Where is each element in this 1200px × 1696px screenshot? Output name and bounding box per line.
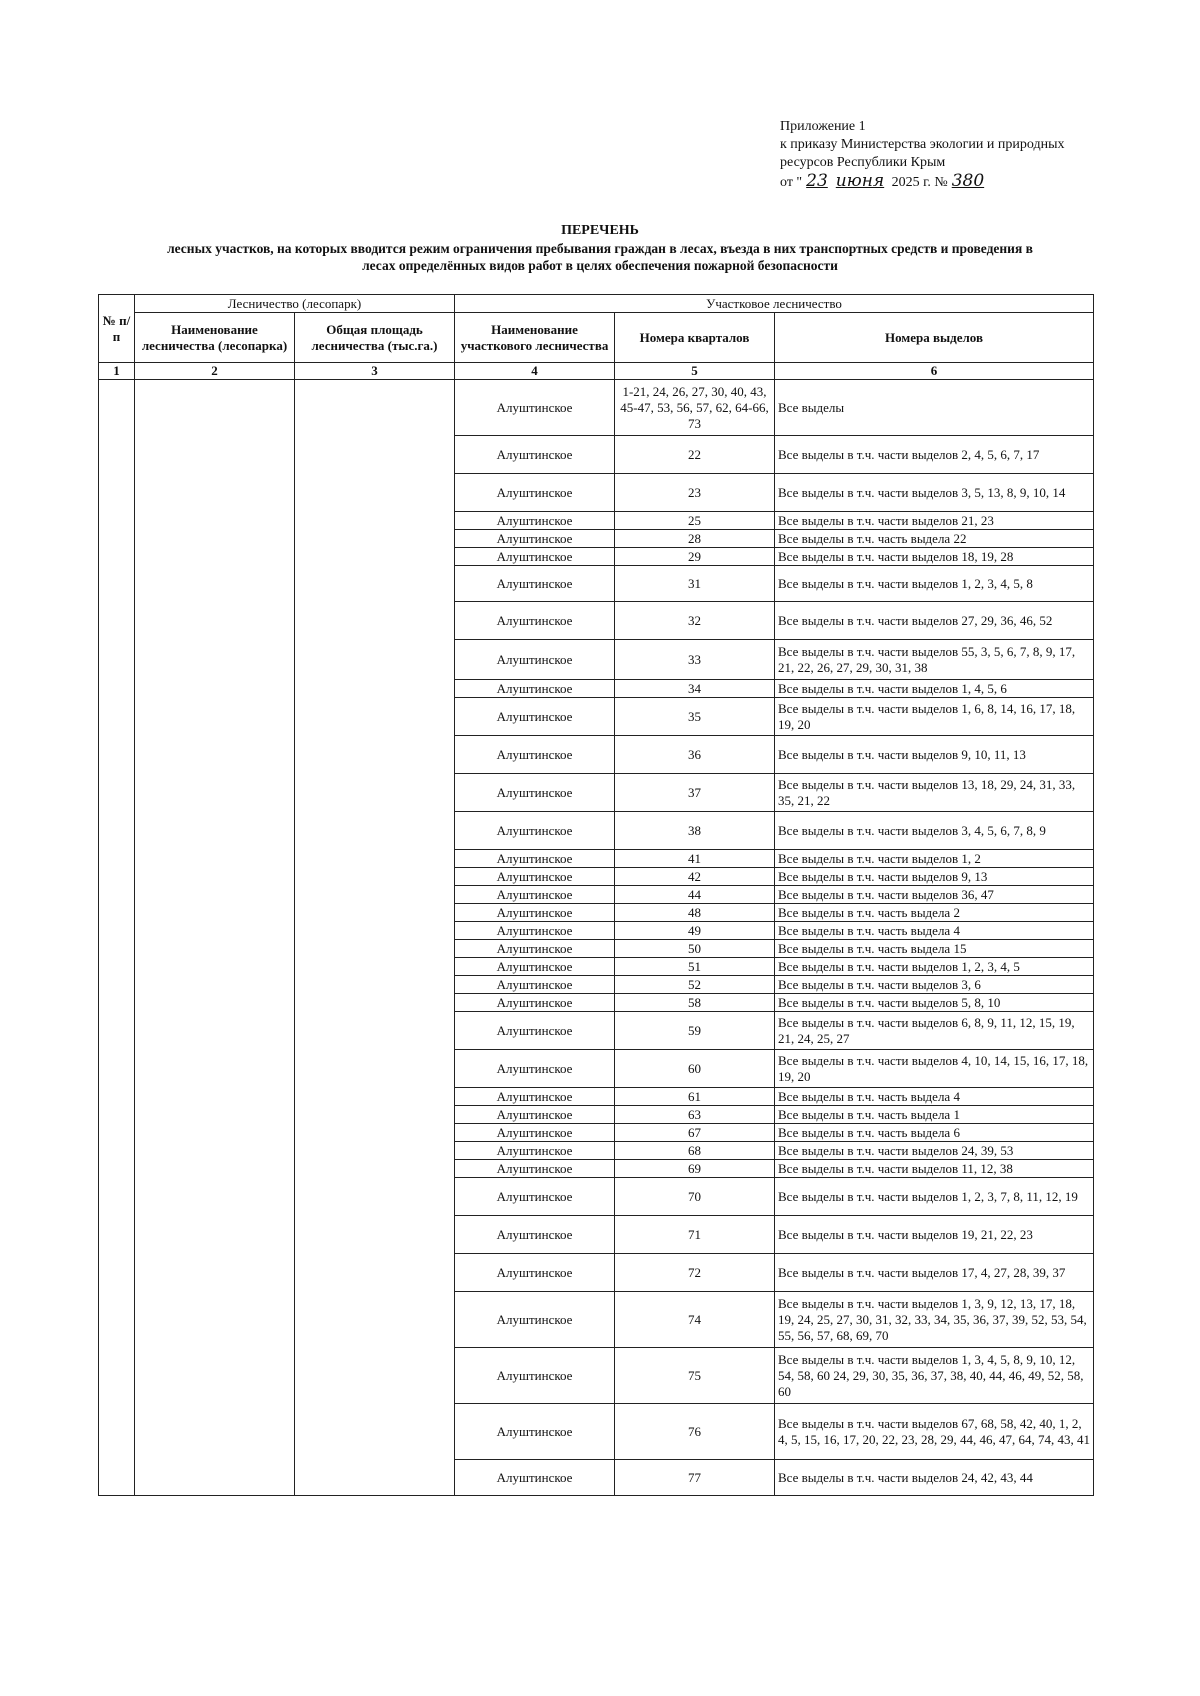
title-line-2: лесных участков, на которых вводится режим ограничения пребывания граждан в лесах, въезда в них транспортных средств и проведения в xyxy=(167,241,1033,256)
plots-cell: Все выделы в т.ч. части выделов 19, 21, 22, 23 xyxy=(775,1216,1094,1254)
appendix-line-3: ресурсов Республики Крым xyxy=(780,155,946,170)
merged-cell-forestry-name xyxy=(135,380,295,1496)
plots-cell: Все выделы в т.ч. части выделов 1, 4, 5, 6 xyxy=(775,680,1094,698)
header-area: Общая площадь лесничества (тыс.га.) xyxy=(295,313,455,363)
plots-cell: Все выделы в т.ч. части выделов 21, 23 xyxy=(775,512,1094,530)
district-name-cell: Алуштинское xyxy=(455,1348,615,1404)
quarters-cell: 50 xyxy=(615,940,775,958)
quarters-cell: 37 xyxy=(615,774,775,812)
district-name-cell: Алуштинское xyxy=(455,1178,615,1216)
plots-cell: Все выделы в т.ч. части выделов 67, 68, 58, 42, 40, 1, 2, 4, 5, 15, 16, 17, 20, 22, 23, 28, 29, 44, 46, 47, 64, 74, 43, 41 xyxy=(775,1404,1094,1460)
quarters-cell: 69 xyxy=(615,1160,775,1178)
district-name-cell: Алуштинское xyxy=(455,548,615,566)
header-district-name: Наименование участкового лесничества xyxy=(455,313,615,363)
district-name-cell: Алуштинское xyxy=(455,698,615,736)
plots-cell: Все выделы в т.ч. части выделов 13, 18, 29, 24, 31, 33, 35, 21, 22 xyxy=(775,774,1094,812)
quarters-cell: 74 xyxy=(615,1292,775,1348)
quarters-cell: 67 xyxy=(615,1124,775,1142)
table-row xyxy=(99,380,1094,436)
quarters-cell: 63 xyxy=(615,1106,775,1124)
quarters-cell: 44 xyxy=(615,886,775,904)
col-number: 3 xyxy=(295,363,455,380)
district-name-cell: Алуштинское xyxy=(455,1254,615,1292)
quarters-cell: 22 xyxy=(615,436,775,474)
quarters-cell: 49 xyxy=(615,922,775,940)
quarters-cell: 1-21, 24, 26, 27, 30, 40, 43, 45-47, 53, 56, 57, 62, 64-66, 73 xyxy=(615,380,775,436)
district-name-cell: Алуштинское xyxy=(455,640,615,680)
district-name-cell: Алуштинское xyxy=(455,1088,615,1106)
quarters-cell: 68 xyxy=(615,1142,775,1160)
district-name-cell: Алуштинское xyxy=(455,436,615,474)
plots-cell: Все выделы в т.ч. часть выдела 1 xyxy=(775,1106,1094,1124)
district-name-cell: Алуштинское xyxy=(455,1404,615,1460)
quarters-cell: 60 xyxy=(615,1050,775,1088)
district-name-cell: Алуштинское xyxy=(455,868,615,886)
plots-cell: Все выделы в т.ч. части выделов 11, 12, 38 xyxy=(775,1160,1094,1178)
col-number: 1 xyxy=(99,363,135,380)
district-name-cell: Алуштинское xyxy=(455,774,615,812)
handwritten-order-number: 380 xyxy=(951,171,985,191)
appendix-block xyxy=(780,118,1100,192)
district-name-cell: Алуштинское xyxy=(455,1216,615,1254)
appendix-line-2: к приказу Министерства экологии и природных xyxy=(780,137,1065,152)
quarters-cell: 32 xyxy=(615,602,775,640)
district-name-cell: Алуштинское xyxy=(455,474,615,512)
plots-cell: Все выделы в т.ч. части выделов 3, 4, 5, 6, 7, 8, 9 xyxy=(775,812,1094,850)
district-name-cell: Алуштинское xyxy=(455,512,615,530)
quarters-cell: 61 xyxy=(615,1088,775,1106)
district-name-cell: Алуштинское xyxy=(455,1106,615,1124)
col-number: 4 xyxy=(455,363,615,380)
quarters-cell: 59 xyxy=(615,1012,775,1050)
district-name-cell: Алуштинское xyxy=(455,1460,615,1496)
quarters-cell: 76 xyxy=(615,1404,775,1460)
plots-cell: Все выделы в т.ч. часть выдела 22 xyxy=(775,530,1094,548)
col-number: 2 xyxy=(135,363,295,380)
district-name-cell: Алуштинское xyxy=(455,530,615,548)
handwritten-month: июня xyxy=(835,171,885,191)
merged-cell-area xyxy=(295,380,455,1496)
plots-cell: Все выделы в т.ч. части выделов 27, 29, 36, 46, 52 xyxy=(775,602,1094,640)
quarters-cell: 70 xyxy=(615,1178,775,1216)
header-no: № п/п xyxy=(99,295,135,363)
plots-cell: Все выделы xyxy=(775,380,1094,436)
district-name-cell: Алуштинское xyxy=(455,1012,615,1050)
col-number: 5 xyxy=(615,363,775,380)
district-name-cell: Алуштинское xyxy=(455,850,615,868)
quarters-cell: 52 xyxy=(615,976,775,994)
quarters-cell: 71 xyxy=(615,1216,775,1254)
district-name-cell: Алуштинское xyxy=(455,380,615,436)
plots-cell: Все выделы в т.ч. части выделов 17, 4, 27, 28, 39, 37 xyxy=(775,1254,1094,1292)
quarters-cell: 75 xyxy=(615,1348,775,1404)
district-name-cell: Алуштинское xyxy=(455,1160,615,1178)
document-title xyxy=(110,222,1090,274)
title-line-1: ПЕРЕЧЕНЬ xyxy=(561,223,639,238)
group-header-row xyxy=(99,295,1094,313)
quarters-cell: 31 xyxy=(615,566,775,602)
plots-cell: Все выделы в т.ч. части выделов 24, 42, 43, 44 xyxy=(775,1460,1094,1496)
forest-plots-table xyxy=(98,294,1094,1496)
plots-cell: Все выделы в т.ч. части выделов 3, 5, 13, 8, 9, 10, 14 xyxy=(775,474,1094,512)
plots-cell: Все выделы в т.ч. части выделов 36, 47 xyxy=(775,886,1094,904)
district-name-cell: Алуштинское xyxy=(455,1292,615,1348)
header-forestry-group: Лесничество (лесопарк) xyxy=(135,295,455,313)
quarters-cell: 38 xyxy=(615,812,775,850)
quarters-cell: 58 xyxy=(615,994,775,1012)
header-plots: Номера выделов xyxy=(775,313,1094,363)
plots-cell: Все выделы в т.ч. части выделов 5, 8, 10 xyxy=(775,994,1094,1012)
plots-cell: Все выделы в т.ч. части выделов 4, 10, 14, 15, 16, 17, 18, 19, 20 xyxy=(775,1050,1094,1088)
plots-cell: Все выделы в т.ч. часть выдела 4 xyxy=(775,922,1094,940)
plots-cell: Все выделы в т.ч. части выделов 1, 6, 8, 14, 16, 17, 18, 19, 20 xyxy=(775,698,1094,736)
quarters-cell: 25 xyxy=(615,512,775,530)
plots-cell: Все выделы в т.ч. части выделов 6, 8, 9, 11, 12, 15, 19, 21, 24, 25, 27 xyxy=(775,1012,1094,1050)
quarters-cell: 33 xyxy=(615,640,775,680)
title-line-3: лесах определённых видов работ в целях обеспечения пожарной безопасности xyxy=(362,258,838,273)
plots-cell: Все выделы в т.ч. части выделов 55, 3, 5, 6, 7, 8, 9, 17, 21, 22, 26, 27, 29, 30, 31, 38 xyxy=(775,640,1094,680)
plots-cell: Все выделы в т.ч. части выделов 1, 3, 4, 5, 8, 9, 10, 12, 54, 58, 60 24, 29, 30, 35, 36, 37, 38, 40, 44, 46, 49, 52, 58, 60 xyxy=(775,1348,1094,1404)
quarters-cell: 36 xyxy=(615,736,775,774)
district-name-cell: Алуштинское xyxy=(455,886,615,904)
quarters-cell: 35 xyxy=(615,698,775,736)
appendix-date-line xyxy=(780,172,1100,192)
header-district-group: Участковое лесничество xyxy=(455,295,1094,313)
plots-cell: Все выделы в т.ч. части выделов 1, 2 xyxy=(775,850,1094,868)
quarters-cell: 51 xyxy=(615,958,775,976)
plots-cell: Все выделы в т.ч. части выделов 18, 19, 28 xyxy=(775,548,1094,566)
quarters-cell: 48 xyxy=(615,904,775,922)
district-name-cell: Алуштинское xyxy=(455,736,615,774)
column-number-row xyxy=(99,363,1094,380)
plots-cell: Все выделы в т.ч. части выделов 1, 2, 3, 4, 5 xyxy=(775,958,1094,976)
plots-cell: Все выделы в т.ч. часть выдела 2 xyxy=(775,904,1094,922)
plots-cell: Все выделы в т.ч. части выделов 3, 6 xyxy=(775,976,1094,994)
quarters-cell: 23 xyxy=(615,474,775,512)
appendix-line-1: Приложение 1 xyxy=(780,119,866,134)
district-name-cell: Алуштинское xyxy=(455,602,615,640)
table-body xyxy=(99,380,1094,1496)
header-quarters: Номера кварталов xyxy=(615,313,775,363)
handwritten-day: 23 xyxy=(806,171,828,191)
district-name-cell: Алуштинское xyxy=(455,680,615,698)
district-name-cell: Алуштинское xyxy=(455,940,615,958)
plots-cell: Все выделы в т.ч. части выделов 1, 2, 3, 7, 8, 11, 12, 19 xyxy=(775,1178,1094,1216)
quarters-cell: 72 xyxy=(615,1254,775,1292)
quarters-cell: 34 xyxy=(615,680,775,698)
district-name-cell: Алуштинское xyxy=(455,566,615,602)
plots-cell: Все выделы в т.ч. части выделов 9, 10, 11, 13 xyxy=(775,736,1094,774)
district-name-cell: Алуштинское xyxy=(455,922,615,940)
quarters-cell: 28 xyxy=(615,530,775,548)
header-forestry-name: Наименование лесничества (лесопарка) xyxy=(135,313,295,363)
plots-cell: Все выделы в т.ч. части выделов 2, 4, 5, 6, 7, 17 xyxy=(775,436,1094,474)
quarters-cell: 41 xyxy=(615,850,775,868)
plots-cell: Все выделы в т.ч. части выделов 1, 3, 9, 12, 13, 17, 18, 19, 24, 25, 27, 30, 31, 32, 33, 34, 35, 36, 37, 39, 52, 53, 54, 55, 56, 57, 68, 69, 70 xyxy=(775,1292,1094,1348)
date-year: 2025 г. № xyxy=(891,175,948,190)
plots-cell: Все выделы в т.ч. части выделов 1, 2, 3, 4, 5, 8 xyxy=(775,566,1094,602)
plots-cell: Все выделы в т.ч. часть выдела 4 xyxy=(775,1088,1094,1106)
district-name-cell: Алуштинское xyxy=(455,1050,615,1088)
plots-cell: Все выделы в т.ч. части выделов 9, 13 xyxy=(775,868,1094,886)
district-name-cell: Алуштинское xyxy=(455,904,615,922)
district-name-cell: Алуштинское xyxy=(455,976,615,994)
header-row xyxy=(99,313,1094,363)
district-name-cell: Алуштинское xyxy=(455,1124,615,1142)
district-name-cell: Алуштинское xyxy=(455,958,615,976)
district-name-cell: Алуштинское xyxy=(455,812,615,850)
district-name-cell: Алуштинское xyxy=(455,1142,615,1160)
plots-cell: Все выделы в т.ч. часть выдела 15 xyxy=(775,940,1094,958)
plots-cell: Все выделы в т.ч. части выделов 24, 39, 53 xyxy=(775,1142,1094,1160)
col-number: 6 xyxy=(775,363,1094,380)
quarters-cell: 42 xyxy=(615,868,775,886)
quarters-cell: 77 xyxy=(615,1460,775,1496)
plots-cell: Все выделы в т.ч. часть выдела 6 xyxy=(775,1124,1094,1142)
quarters-cell: 29 xyxy=(615,548,775,566)
merged-cell-no xyxy=(99,380,135,1496)
date-prefix: от " xyxy=(780,175,803,190)
district-name-cell: Алуштинское xyxy=(455,994,615,1012)
